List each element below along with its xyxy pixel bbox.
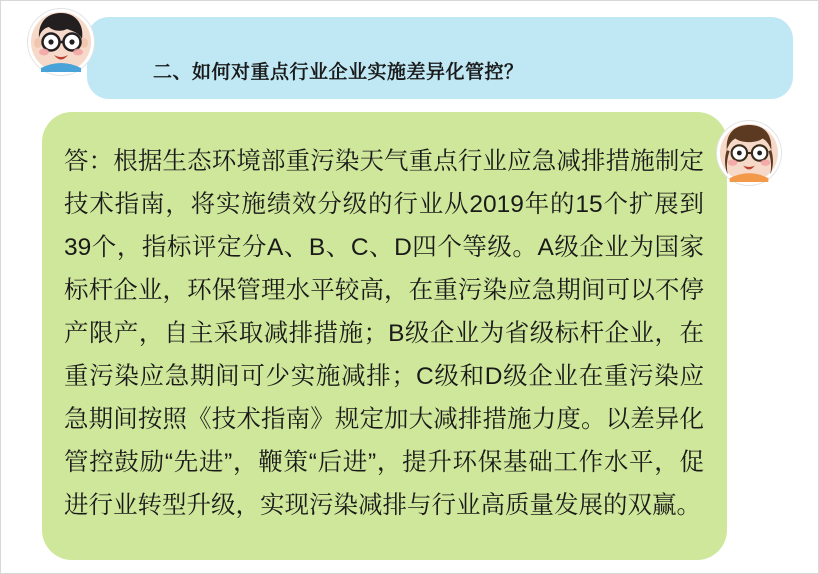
question-bubble [87,17,793,99]
girl-avatar-icon [720,124,778,182]
boy-avatar-icon [31,12,91,72]
answer-text: 答：根据生态环境部重污染天气重点行业应急减排措施制定技术指南，将实施绩效分级的行业从2019年的15个扩展到39个，指标评定分A、B、C、D四个等级。A级企业为国家标杆企业，环保管理水平较高，在重污染应急期间可以不停产限产，自主采取减排措施；B级企业为省级标杆企业，在重污染应急期间可少实施减排；C级和D级企业在重污染应急期间按照《技术指南》规定加大减排措施力度。以差异化管控鼓励“先进”，鞭策“后进”，提升环保基础工作水平，促进行业转型升级，实现污染减排与行业高质量发展的双赢。 [64,148,704,519]
question-text: 二、如何对重点行业企业实施差异化管控？ [153,62,524,83]
boy-avatar [28,9,94,75]
girl-avatar [717,121,781,185]
answer-bubble [42,112,727,560]
